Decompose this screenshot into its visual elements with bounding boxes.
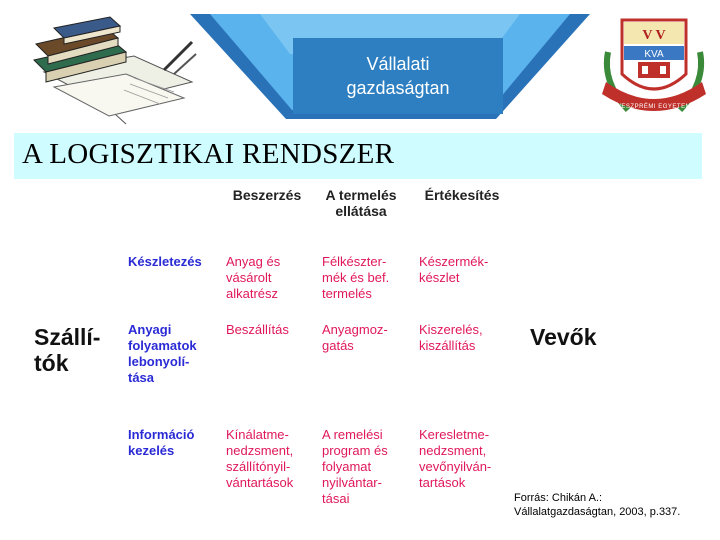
row-label-informacio: Információ kezelés (128, 427, 195, 458)
banner-title: Vállalati gazdaságtan (346, 54, 450, 98)
table-cell: Anyag és vásárolt alkatrész (226, 254, 281, 301)
svg-text:V V: V V (642, 28, 666, 43)
column-header-beszerzes: Beszerzés (232, 187, 302, 203)
table-cell: Kínálatme- nedzsment, szállítónyil- vántartások (226, 427, 294, 490)
column-header-termeles: A termelés ellátása (325, 187, 397, 219)
svg-text:KVA: KVA (644, 49, 664, 60)
column-header-ertekesites: Értékesítés (424, 187, 500, 203)
books-clipart (14, 12, 204, 132)
source-citation: Forrás: Chikán A.: Vállalatgazdaságtan, 2003, p.337. (514, 492, 681, 518)
table-cell: A remelési program és folyamat nyilvántar- tásai (322, 427, 388, 506)
table-cell: Keresletme- nedzsment, vevőnyilván- tartások (419, 427, 492, 490)
table-cell: Beszállítás (226, 322, 289, 337)
suppliers-label: Szállí- tók (34, 324, 101, 376)
table-cell: Kiszerelés, kiszállítás (419, 322, 483, 353)
table-cell: Készermék- készlet (419, 254, 489, 285)
svg-text:VESZPRÉMI EGYETEM: VESZPRÉMI EGYETEM (616, 104, 692, 110)
row-label-keszletezes: Készletezés (128, 254, 202, 269)
customers-label: Vevők (530, 324, 597, 350)
table-cell: Anyagmoz- gatás (322, 322, 388, 353)
title-banner (190, 14, 590, 119)
row-label-anyagi-folyamatok: Anyagi folyamatok lebonyolí- tása (128, 322, 197, 385)
university-crest-logo (598, 12, 710, 127)
table-cell: Félkészter- mék és bef. termelés (322, 254, 390, 301)
page-title: A LOGISZTIKAI RENDSZER (22, 138, 395, 170)
